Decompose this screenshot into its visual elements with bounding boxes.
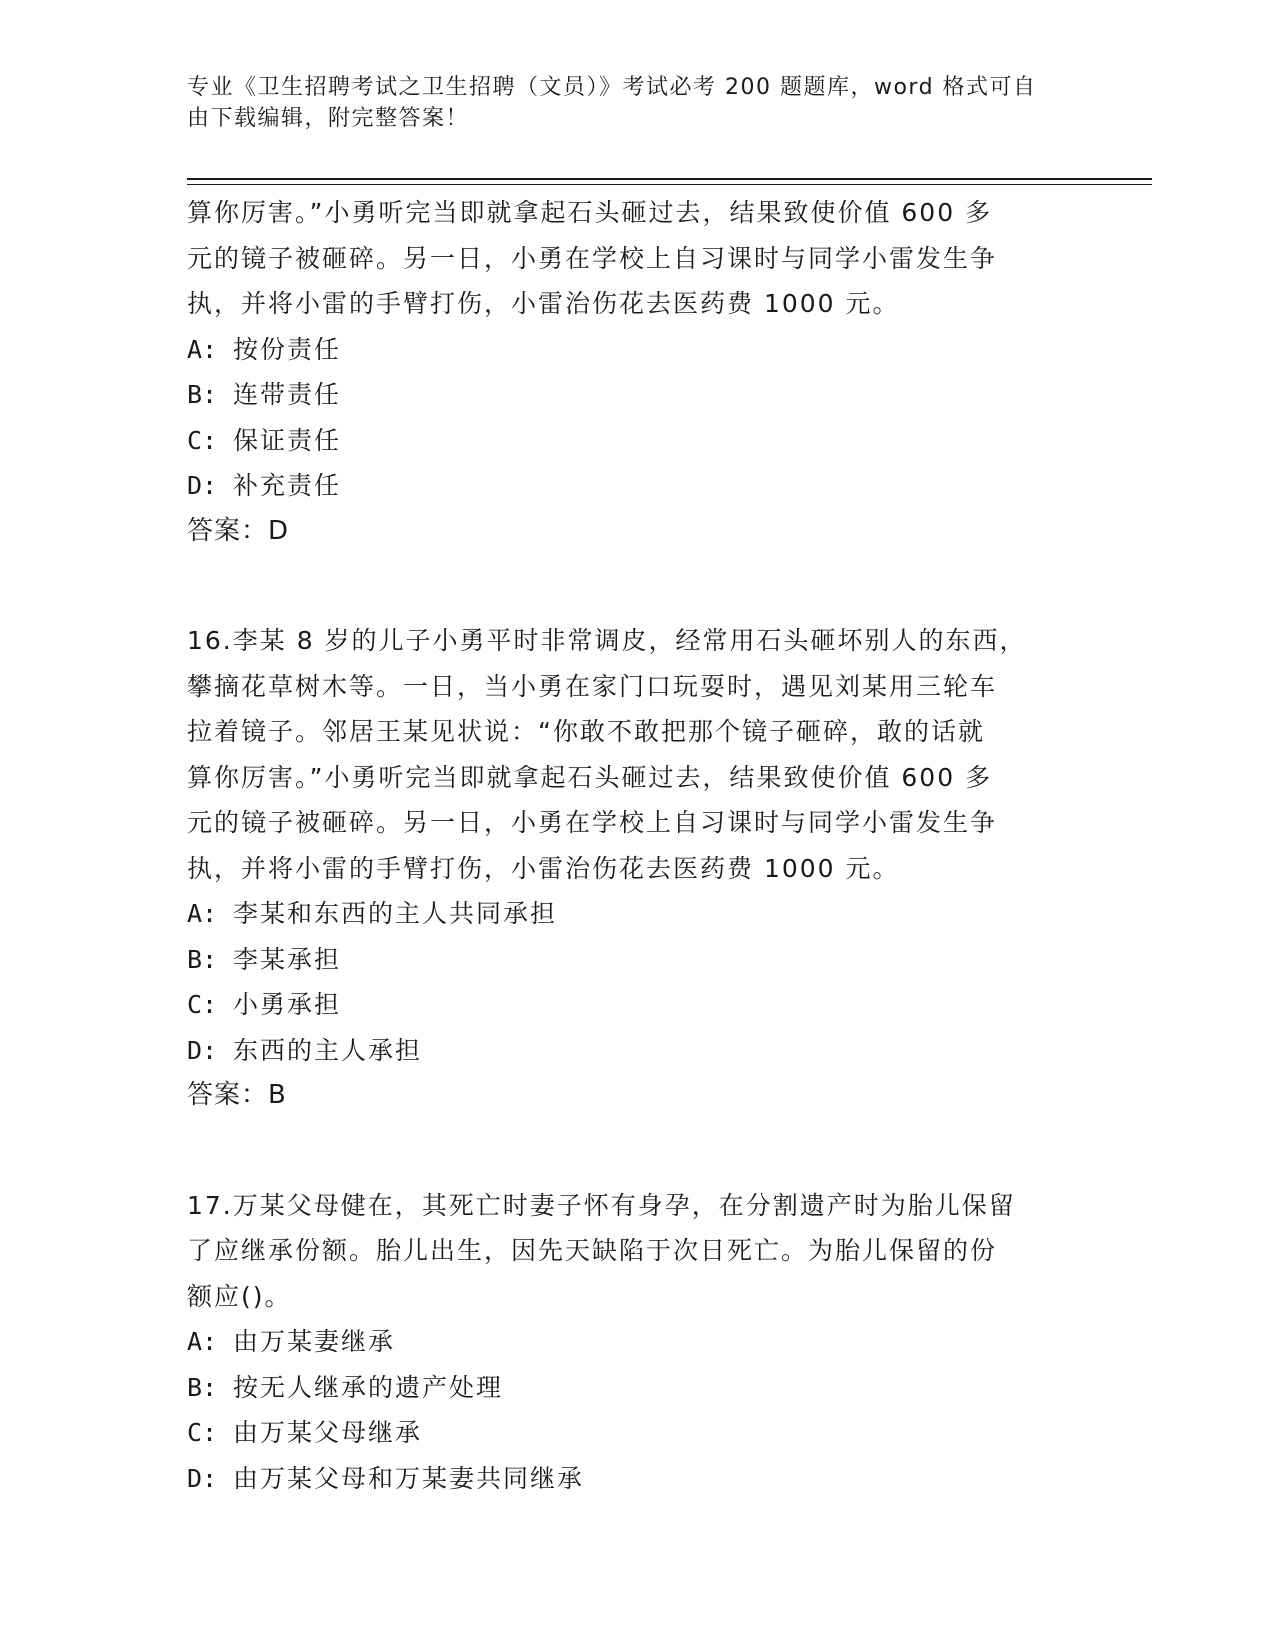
option-b (187, 937, 1087, 983)
option-a (187, 891, 1087, 937)
header-title-line2: 由下载编辑，附完整答案！ (187, 106, 470, 131)
option-key: D: (187, 1463, 218, 1493)
header-divider-thin (187, 184, 1152, 185)
question-text-line: 算你厉害。”小勇听完当即就拿起石头砸过去，结果致使价值 600 多 (187, 198, 993, 227)
answer-line: 答案：B (187, 1080, 287, 1110)
option-text: 李某承担 (233, 944, 342, 974)
option-text: 连带责任 (233, 380, 342, 409)
header-title-line1: 专业《卫生招聘考试之卫生招聘（文员）》考试必考 200 题题库，word 格式可自 (187, 75, 1037, 100)
question-17 (187, 1183, 1087, 1502)
option-key: B: (187, 380, 218, 409)
question-text-line: 额应()。 (187, 1281, 292, 1311)
question-15-continued (187, 190, 1087, 554)
option-text: 由万某父母和万某妻共同继承 (233, 1463, 585, 1493)
option-d (187, 463, 1087, 509)
option-b (187, 372, 1087, 418)
option-key: C: (187, 990, 218, 1019)
question-text-line: 元的镜子被砸碎。另一日，小勇在学校上自习课时与同学小雷发生争 (187, 808, 998, 837)
question-spacer (187, 554, 1087, 618)
option-key: A: (187, 899, 218, 928)
option-text: 补充责任 (233, 471, 342, 500)
option-key: C: (187, 1418, 218, 1447)
question-text-line: 执，并将小雷的手臂打伤，小雷治伤花去医药费 1000 元。 (187, 289, 900, 318)
option-c (187, 982, 1087, 1028)
option-text: 保证责任 (233, 425, 342, 455)
page-header (187, 72, 1067, 134)
option-key: C: (187, 425, 218, 455)
question-text-line: 16.李某 8 岁的儿子小勇平时非常调皮，经常用石头砸坏别人的东西， (187, 626, 1027, 655)
option-key: B: (187, 1372, 218, 1402)
option-key: B: (187, 944, 218, 974)
option-a (187, 1319, 1087, 1365)
option-key: A: (187, 1327, 218, 1356)
question-text-line: 攀摘花草树木等。一日，当小勇在家门口玩耍时，遇见刘某用三轮车 (187, 671, 998, 701)
option-a (187, 327, 1087, 373)
option-d (187, 1456, 1087, 1502)
option-c (187, 418, 1087, 464)
option-text: 按份责任 (233, 334, 342, 364)
option-text: 按无人继承的遗产处理 (233, 1372, 504, 1402)
option-text: 由万某父母继承 (233, 1418, 423, 1447)
option-d (187, 1028, 1087, 1074)
option-key: D: (187, 471, 218, 500)
question-text-line: 了应继承份额。胎儿出生，因先天缺陷于次日死亡。为胎儿保留的份 (187, 1236, 998, 1265)
option-key: D: (187, 1035, 218, 1065)
option-b (187, 1365, 1087, 1411)
question-spacer (187, 1119, 1087, 1183)
header-divider-thick (187, 178, 1152, 180)
question-text-line: 执，并将小雷的手臂打伤，小雷治伤花去医药费 1000 元。 (187, 853, 900, 883)
question-text-line: 17.万某父母健在，其死亡时妻子怀有身孕，在分割遗产时为胎儿保留 (187, 1190, 1016, 1220)
question-text-line: 算你厉害。”小勇听完当即就拿起石头砸过去，结果致使价值 600 多 (187, 762, 993, 792)
option-text: 小勇承担 (233, 990, 342, 1019)
question-text-line: 元的镜子被砸碎。另一日，小勇在学校上自习课时与同学小雷发生争 (187, 243, 998, 273)
option-text: 由万某妻继承 (233, 1327, 396, 1356)
option-c (187, 1410, 1087, 1456)
option-text: 李某和东西的主人共同承担 (233, 899, 558, 928)
answer-line: 答案：D (187, 515, 290, 546)
question-16 (187, 618, 1087, 1119)
option-key: A: (187, 334, 218, 364)
document-body (187, 190, 1087, 1501)
question-text-line: 拉着镜子。邻居王某见状说：“你敢不敢把那个镜子砸碎，敢的话就 (187, 717, 985, 746)
option-text: 东西的主人承担 (233, 1035, 423, 1065)
